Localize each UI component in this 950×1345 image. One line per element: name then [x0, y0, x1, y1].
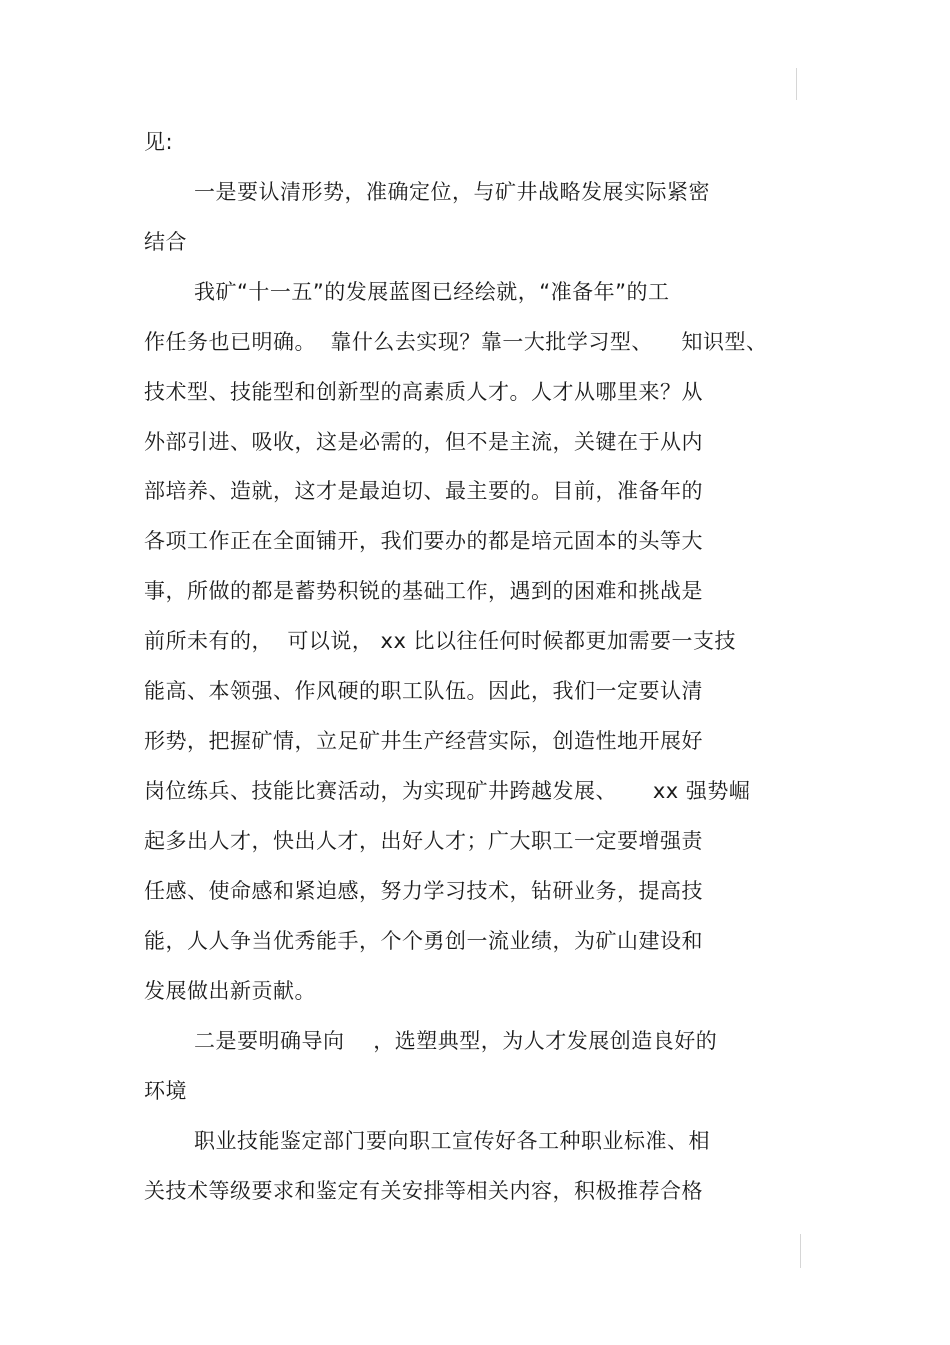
text-line: 发展做出新贡献。 [144, 979, 316, 1003]
text-line: 作任务也已明确。 靠什么去实现？靠一大批学习型、 知识型、 [144, 330, 768, 354]
text-line: 职业技能鉴定部门要向职工宣传好各工种职业标准、相 [194, 1129, 710, 1153]
page-edge-mark-bottom [800, 1234, 801, 1268]
text-line: 形势，把握矿情，立足矿井生产经营实际，创造性地开展好 [144, 729, 703, 753]
text-line: 起多出人才，快出人才，出好人才；广大职工一定要增强责 [144, 829, 703, 853]
text-line: 任感、使命感和紧迫感，努力学习技术，钻研业务，提高技 [144, 879, 703, 903]
heading-line: 一是要认清形势，准确定位，与矿井战略发展实际紧密 [194, 180, 710, 204]
text-line: 技术型、技能型和创新型的高素质人才。人才从哪里来？从 [144, 380, 703, 404]
text-line: 前所未有的， 可以说， xx 比以往任何时候都更加需要一支技 [144, 629, 737, 653]
text-line: 岗位练兵、技能比赛活动，为实现矿井跨越发展、 xx 强势崛 [144, 779, 751, 803]
page-edge-mark-top [796, 68, 797, 100]
text-line: 事，所做的都是蓄势积锐的基础工作，遇到的困难和挑战是 [144, 579, 703, 603]
text-line: 见: [144, 130, 174, 154]
text-line: 能高、本领强、作风硬的职工队伍。因此，我们一定要认清 [144, 679, 703, 703]
text-line: 关技术等级要求和鉴定有关安排等相关内容，积极推荐合格 [144, 1179, 703, 1203]
text-line: 外部引进、吸收，这是必需的，但不是主流，关键在于从内 [144, 430, 703, 454]
heading-line: 环境 [144, 1079, 187, 1103]
text-line: 部培养、造就，这才是最迫切、最主要的。目前，准备年的 [144, 479, 703, 503]
text-line: 各项工作正在全面铺开，我们要办的都是培元固本的头等大 [144, 529, 703, 553]
text-line: 我矿“十一五”的发展蓝图已经绘就，“准备年”的工 [194, 280, 670, 304]
heading-line: 结合 [144, 230, 187, 254]
text-line: 能，人人争当优秀能手，个个勇创一流业绩，为矿山建设和 [144, 929, 703, 953]
heading-line: 二是要明确导向 ，选塑典型，为人才发展创造良好的 [194, 1029, 718, 1053]
